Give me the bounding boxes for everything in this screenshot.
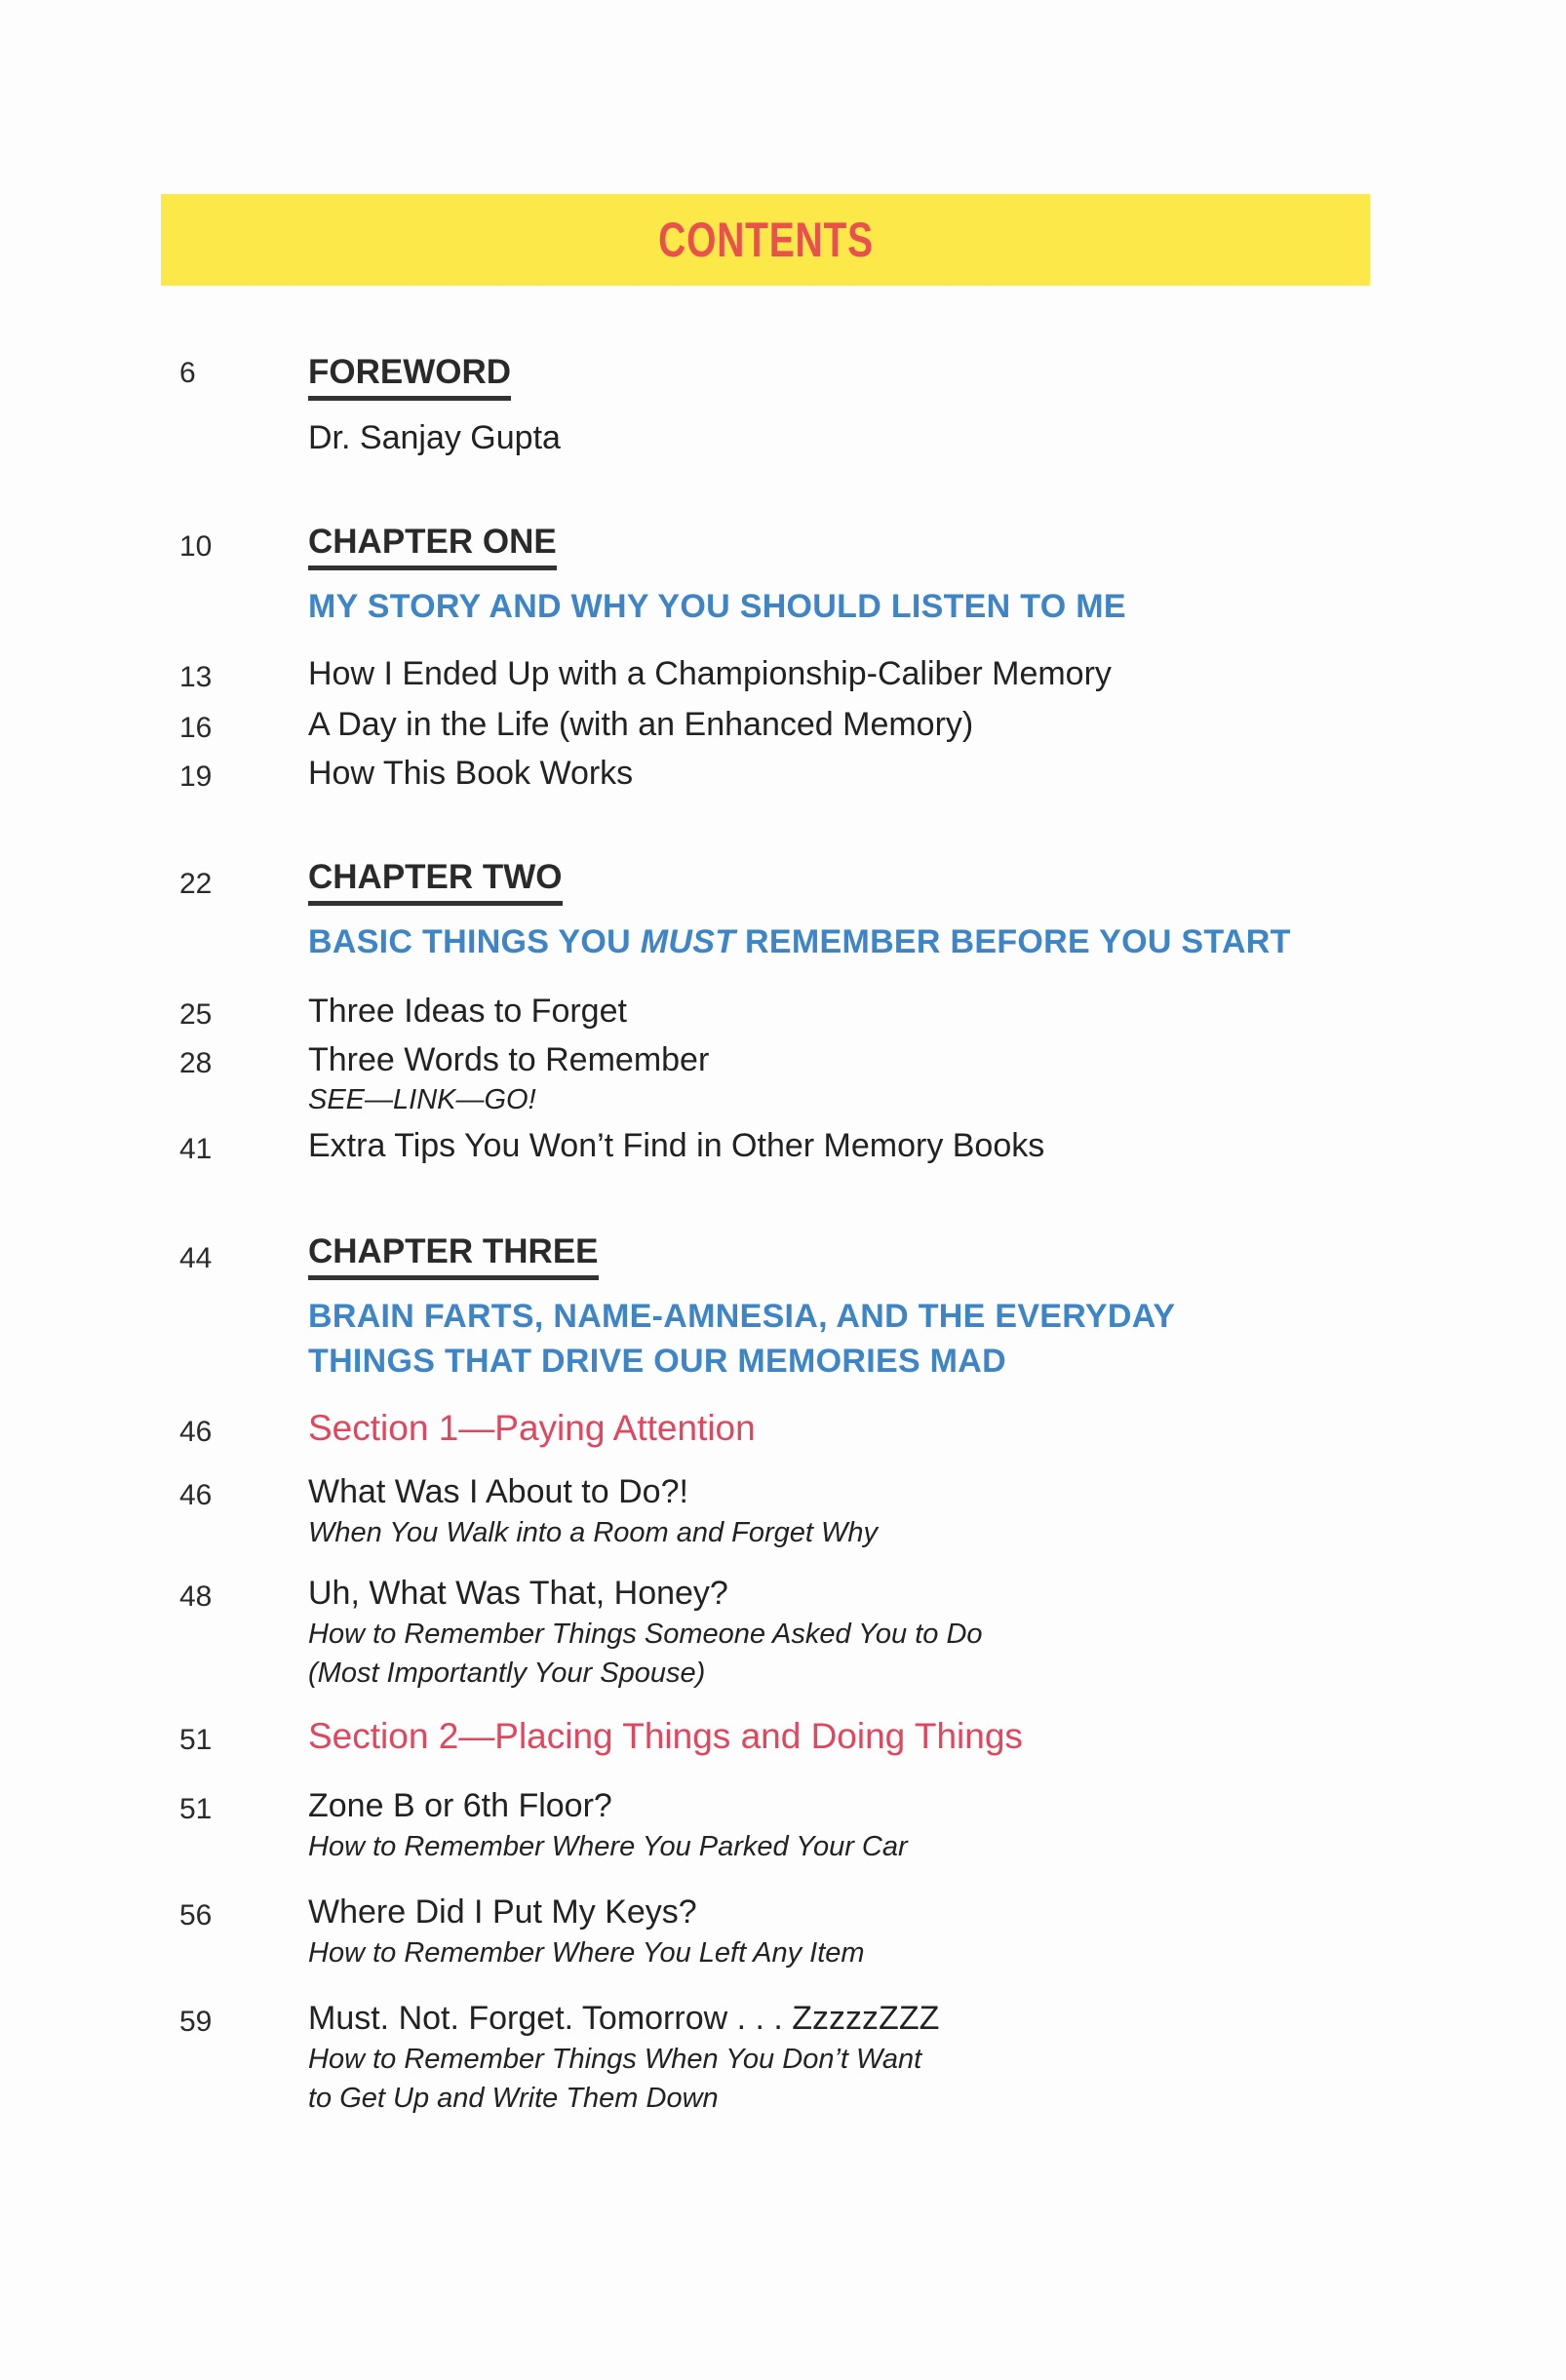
page-number: 46: [179, 1479, 213, 1511]
contents-title: CONTENTS: [657, 213, 874, 267]
page-number: 56: [179, 1899, 213, 1931]
chapter-two-subtitle: [308, 923, 1291, 961]
foreword-author: Dr. Sanjay Gupta: [308, 419, 561, 456]
page-number: 28: [179, 1047, 213, 1079]
toc-item-subtitle: SEE—LINK—GO!: [308, 1084, 536, 1115]
page-number: 59: [179, 2006, 213, 2038]
chapter-three-heading: CHAPTER THREE: [308, 1232, 599, 1280]
page-number: 16: [179, 712, 213, 744]
foreword-heading: FOREWORD: [308, 353, 511, 401]
page-number: 41: [179, 1133, 213, 1165]
chapter-three-subtitle: THINGS THAT DRIVE OUR MEMORIES MAD: [308, 1343, 1007, 1380]
page-number: 51: [179, 1724, 213, 1756]
chapter-three-subtitle: BRAIN FARTS, NAME-AMNESIA, AND THE EVERYDAY: [308, 1298, 1176, 1335]
page-number: 22: [179, 868, 213, 900]
toc-item-subtitle: How to Remember Things When You Don’t Want: [308, 2044, 922, 2075]
toc-item: How This Book Works: [308, 755, 634, 792]
page-number: 46: [179, 1416, 213, 1448]
chapter-two-heading: CHAPTER TWO: [308, 858, 563, 906]
page-number: 13: [179, 661, 213, 693]
toc-item: Extra Tips You Won’t Find in Other Memory Books: [308, 1127, 1045, 1164]
page-number: 6: [179, 357, 196, 389]
toc-item: How I Ended Up with a Championship-Caliber Memory: [308, 655, 1112, 692]
contents-banner: [161, 194, 1370, 286]
page-number: 19: [179, 761, 213, 793]
toc-item: Where Did I Put My Keys?: [308, 1893, 697, 1931]
toc-item-subtitle: How to Remember Where You Parked Your Car: [308, 1831, 908, 1862]
toc-item-subtitle: to Get Up and Write Them Down: [308, 2083, 719, 2114]
toc-item-subtitle: How to Remember Where You Left Any Item: [308, 1937, 865, 1969]
subtitle-part: BASIC THINGS YOU: [308, 923, 641, 960]
toc-item: Zone B or 6th Floor?: [308, 1787, 612, 1824]
section-heading: Section 2—Placing Things and Doing Things: [308, 1716, 1023, 1756]
chapter-one-subtitle: MY STORY AND WHY YOU SHOULD LISTEN TO ME: [308, 588, 1126, 625]
toc-item: Three Words to Remember: [308, 1041, 710, 1078]
chapter-one-heading: CHAPTER ONE: [308, 523, 557, 570]
toc-item: Three Ideas to Forget: [308, 993, 627, 1030]
toc-item-subtitle: When You Walk into a Room and Forget Why: [308, 1517, 879, 1548]
toc-item: A Day in the Life (with an Enhanced Memory): [308, 706, 974, 743]
toc-item: Uh, What Was That, Honey?: [308, 1575, 728, 1612]
subtitle-emphasis: MUST: [640, 923, 736, 960]
toc-item-subtitle: (Most Importantly Your Spouse): [308, 1658, 706, 1689]
section-heading: Section 1—Paying Attention: [308, 1408, 756, 1448]
toc-item: Must. Not. Forget. Tomorrow . . . ZzzzzZZZ: [308, 2000, 940, 2037]
toc-item: What Was I About to Do?!: [308, 1473, 688, 1510]
subtitle-part: REMEMBER BEFORE YOU START: [735, 923, 1291, 960]
toc-item-subtitle: How to Remember Things Someone Asked You to Do: [308, 1619, 983, 1650]
page-number: 51: [179, 1793, 213, 1825]
page-number: 10: [179, 530, 213, 563]
page-number: 48: [179, 1580, 213, 1613]
page-number: 25: [179, 998, 213, 1031]
page-number: 44: [179, 1242, 213, 1274]
